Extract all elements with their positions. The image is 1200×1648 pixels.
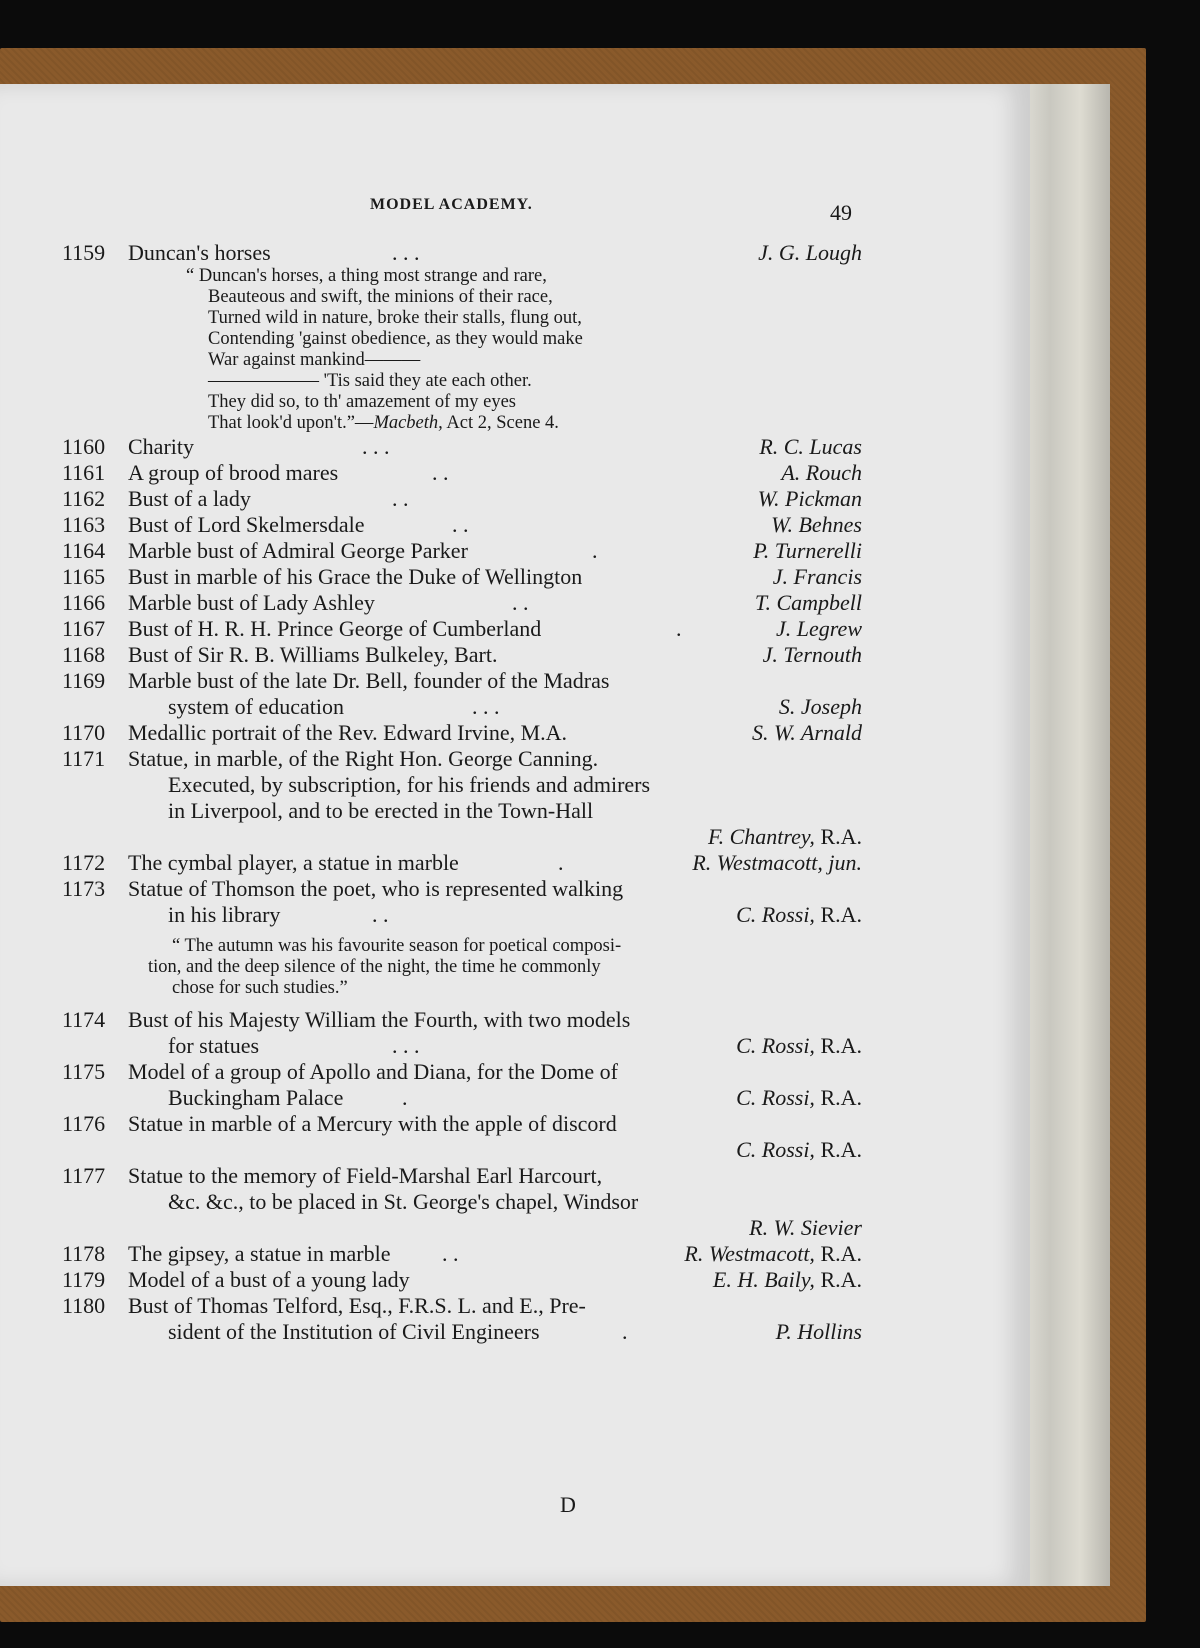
entry-title: Marble bust of the late Dr. Bell, founder of the Madras (128, 668, 610, 693)
entry-artist (708, 824, 862, 850)
entry-title: Marble bust of Lady Ashley (128, 590, 375, 615)
entry-title: Marble bust of Admiral George Parker (128, 538, 468, 563)
entry-title: Statue of Thomson the poet, who is represented walking (128, 876, 624, 901)
catalogue-entry (62, 1007, 862, 1033)
catalogue-entry-continuation (62, 772, 862, 798)
entry-artist: R. Westmacott, jun. (692, 850, 862, 875)
entry-title: Bust in marble of his Grace the Duke of Wellington (128, 564, 583, 589)
quote-line: Turned wild in nature, broke their stalls, flung out, (208, 308, 582, 328)
artist-name: C. Rossi, (736, 1085, 815, 1110)
entry-number: 1163 (62, 512, 106, 537)
entry-title: Bust of H. R. H. Prince George of Cumberland (128, 616, 542, 641)
entry-title: The gipsey, a statue in marble (128, 1241, 391, 1266)
catalogue-entry (62, 1241, 862, 1267)
running-head: MODEL ACADEMY. (370, 196, 533, 213)
entry-number: 1171 (62, 746, 106, 771)
entry-artist: J. G. Lough (758, 240, 862, 265)
catalogue-entry-continuation (62, 1085, 862, 1111)
leader-dots: . (592, 538, 598, 563)
artist-name: R. Westmacott, (684, 1241, 815, 1266)
artist-honour: R.A. (814, 1241, 862, 1266)
entry-title: Bust of Thomas Telford, Esq., F.R.S. L. and E., Pre- (128, 1293, 586, 1318)
leader-dots: . . . (472, 694, 500, 719)
entry-number: 1176 (62, 1111, 106, 1136)
catalogue-entry (62, 668, 862, 694)
catalogue-entry (62, 1111, 862, 1137)
entry-title-continued: in Liverpool, and to be erected in the Town-Hall (168, 798, 594, 823)
entry-number: 1164 (62, 538, 106, 563)
catalogue-entry (62, 240, 862, 266)
catalogue-entry (62, 1059, 862, 1085)
entry-title: Charity (128, 434, 194, 459)
artist-honour: R.A. (814, 1267, 862, 1292)
entry-title-continued: Executed, by subscription, for his friends and admirers (168, 772, 651, 797)
catalogue-entry-continuation (62, 824, 862, 850)
entry-title: Statue, in marble, of the Right Hon. George Canning. (128, 746, 599, 771)
entry-title: Statue in marble of a Mercury with the apple of discord (128, 1111, 617, 1136)
entry-number: 1160 (62, 434, 106, 459)
artist-honour: R.A. (814, 902, 862, 927)
artist-honour: R.A. (814, 824, 862, 849)
catalogue-entry (62, 564, 862, 590)
entry-artist: P. Turnerelli (753, 538, 862, 563)
entry-artist: W. Pickman (757, 486, 862, 511)
page-number: 49 (830, 200, 852, 225)
catalogue-entry (62, 876, 862, 902)
entry-title: Bust of Sir R. B. Williams Bulkeley, Bart. (128, 642, 498, 667)
artist-name: F. Chantrey, (707, 824, 815, 849)
entry-number: 1174 (62, 1007, 106, 1032)
entry-title-continued: Buckingham Palace (168, 1085, 344, 1110)
catalogue-entry-continuation (62, 694, 862, 720)
quote-line: Contending 'gainst obedience, as they would make (208, 329, 583, 349)
entry-number: 1161 (62, 460, 106, 485)
leader-dots: . . (452, 512, 469, 537)
entry-number: 1168 (62, 642, 106, 667)
entry-title: Bust of his Majesty William the Fourth, with two models (128, 1007, 631, 1032)
catalogue-entry (62, 1163, 862, 1189)
entry-number: 1178 (62, 1241, 106, 1266)
leader-dots: . (676, 616, 682, 641)
artist-name: C. Rossi, (736, 1033, 815, 1058)
quote-line: —————— 'Tis said they ate each other. (208, 371, 532, 391)
artist-honour: R.A. (814, 1085, 862, 1110)
catalogue-list (62, 240, 862, 1345)
entry-artist (684, 1241, 862, 1267)
leader-dots: . . (512, 590, 529, 615)
entry-number: 1177 (62, 1163, 106, 1188)
entry-title: Bust of a lady (128, 486, 251, 511)
entry-title: Model of a bust of a young lady (128, 1267, 410, 1292)
quote-line: tion, and the deep silence of the night, the time he commonly (148, 957, 601, 977)
entry-number: 1159 (62, 240, 106, 265)
entry-number: 1166 (62, 590, 106, 615)
catalogue-entry-continuation (62, 902, 862, 928)
entry-number: 1170 (62, 720, 106, 745)
catalogue-entry (62, 538, 862, 564)
entry-artist: R. W. Sievier (749, 1215, 862, 1240)
catalogue-entry (62, 720, 862, 746)
catalogue-entry (62, 486, 862, 512)
leader-dots: . . (372, 902, 389, 927)
artist-name: E. H. Baily, (712, 1267, 815, 1292)
catalogue-entry (62, 512, 862, 538)
catalogue-entry-continuation (62, 1033, 862, 1059)
entry-title: Model of a group of Apollo and Diana, for the Dome of (128, 1059, 618, 1084)
entry-number: 1173 (62, 876, 106, 901)
catalogue-entry (62, 460, 862, 486)
catalogue-entry-continuation (62, 1215, 862, 1241)
entry-title-continued: sident of the Institution of Civil Engineers (168, 1319, 540, 1344)
entry-artist: S. W. Arnald (751, 720, 862, 745)
entry-title: Duncan's horses (128, 240, 271, 265)
catalogue-entry (62, 746, 862, 772)
entry-artist (736, 1085, 862, 1111)
quote-line (62, 413, 862, 434)
catalogue-entry (62, 434, 862, 460)
leader-dots: . (402, 1085, 408, 1110)
quotation (62, 936, 862, 999)
entry-title-continued: for statues (168, 1033, 260, 1058)
quote-line: “ The autumn was his favourite season for poetical composi- (172, 936, 622, 956)
catalogue-entry-continuation (62, 1189, 862, 1215)
quote-source: Macbeth, (373, 413, 443, 433)
entry-title: Bust of Lord Skelmersdale (128, 512, 365, 537)
entry-title: A group of brood mares (128, 460, 339, 485)
leader-dots: . . (442, 1241, 459, 1266)
leader-dots: . . . (362, 434, 390, 459)
catalogue-entry (62, 1267, 862, 1293)
leader-dots: . (558, 850, 564, 875)
quote-line: “ Duncan's horses, a thing most strange and rare, (186, 266, 547, 286)
entry-artist: A. Rouch (781, 460, 862, 485)
entry-artist (736, 902, 862, 928)
entry-artist: W. Behnes (771, 512, 862, 537)
book-page (0, 84, 1030, 1586)
catalogue-entry (62, 850, 862, 876)
leader-dots: . . (432, 460, 449, 485)
quotation (62, 266, 862, 434)
entry-artist: J. Ternouth (762, 642, 862, 667)
entry-title-continued: in his library (168, 902, 281, 927)
entry-artist: J. Legrew (776, 616, 862, 641)
quote-line: chose for such studies.” (172, 978, 348, 998)
catalogue-entry (62, 590, 862, 616)
entry-artist (713, 1267, 862, 1293)
entry-artist: P. Hollins (775, 1319, 862, 1344)
artist-honour: R.A. (814, 1033, 862, 1058)
entry-artist (736, 1137, 862, 1163)
artist-name: C. Rossi, (736, 902, 815, 927)
artist-honour: R.A. (814, 1137, 862, 1162)
entry-artist: T. Campbell (754, 590, 862, 615)
entry-artist: R. C. Lucas (759, 434, 862, 459)
entry-number: 1175 (62, 1059, 106, 1084)
entry-title: Statue to the memory of Field-Marshal Earl Harcourt, (128, 1163, 603, 1188)
entry-number: 1172 (62, 850, 106, 875)
catalogue-entry-continuation (62, 1137, 862, 1163)
leader-dots: . . (392, 486, 409, 511)
catalogue-entry (62, 616, 862, 642)
entry-artist (736, 1033, 862, 1059)
entry-number: 1169 (62, 668, 106, 693)
entry-title-continued: &c. &c., to be placed in St. George's chapel, Windsor (168, 1189, 639, 1214)
entry-title-continued: system of education (168, 694, 344, 719)
quote-line: Beauteous and swift, the minions of their race, (208, 287, 553, 307)
entry-title: Medallic portrait of the Rev. Edward Irvine, M.A. (128, 720, 568, 745)
leader-dots: . . . (392, 240, 420, 265)
entry-number: 1180 (62, 1293, 106, 1318)
leader-dots: . . . (392, 1033, 420, 1058)
quote-line: They did so, to th' amazement of my eyes (208, 392, 516, 412)
entry-title: The cymbal player, a statue in marble (128, 850, 459, 875)
catalogue-entry (62, 642, 862, 668)
entry-artist: J. Francis (772, 564, 862, 589)
catalogue-entry-continuation (62, 798, 862, 824)
entry-number: 1179 (62, 1267, 106, 1292)
entry-number: 1165 (62, 564, 106, 589)
quote-text: Act 2, Scene 4. (442, 413, 559, 433)
quote-line: War against mankind——— (208, 350, 421, 370)
leader-dots: . (622, 1319, 628, 1344)
entry-artist: S. Joseph (778, 694, 862, 719)
catalogue-entry-continuation (62, 1319, 862, 1345)
entry-number: 1162 (62, 486, 106, 511)
quote-text: That look'd upon't.”— (208, 413, 374, 433)
artist-name: C. Rossi, (736, 1137, 815, 1162)
entry-number: 1167 (62, 616, 106, 641)
catalogue-entry (62, 1293, 862, 1319)
signature-mark: D (560, 1492, 576, 1517)
